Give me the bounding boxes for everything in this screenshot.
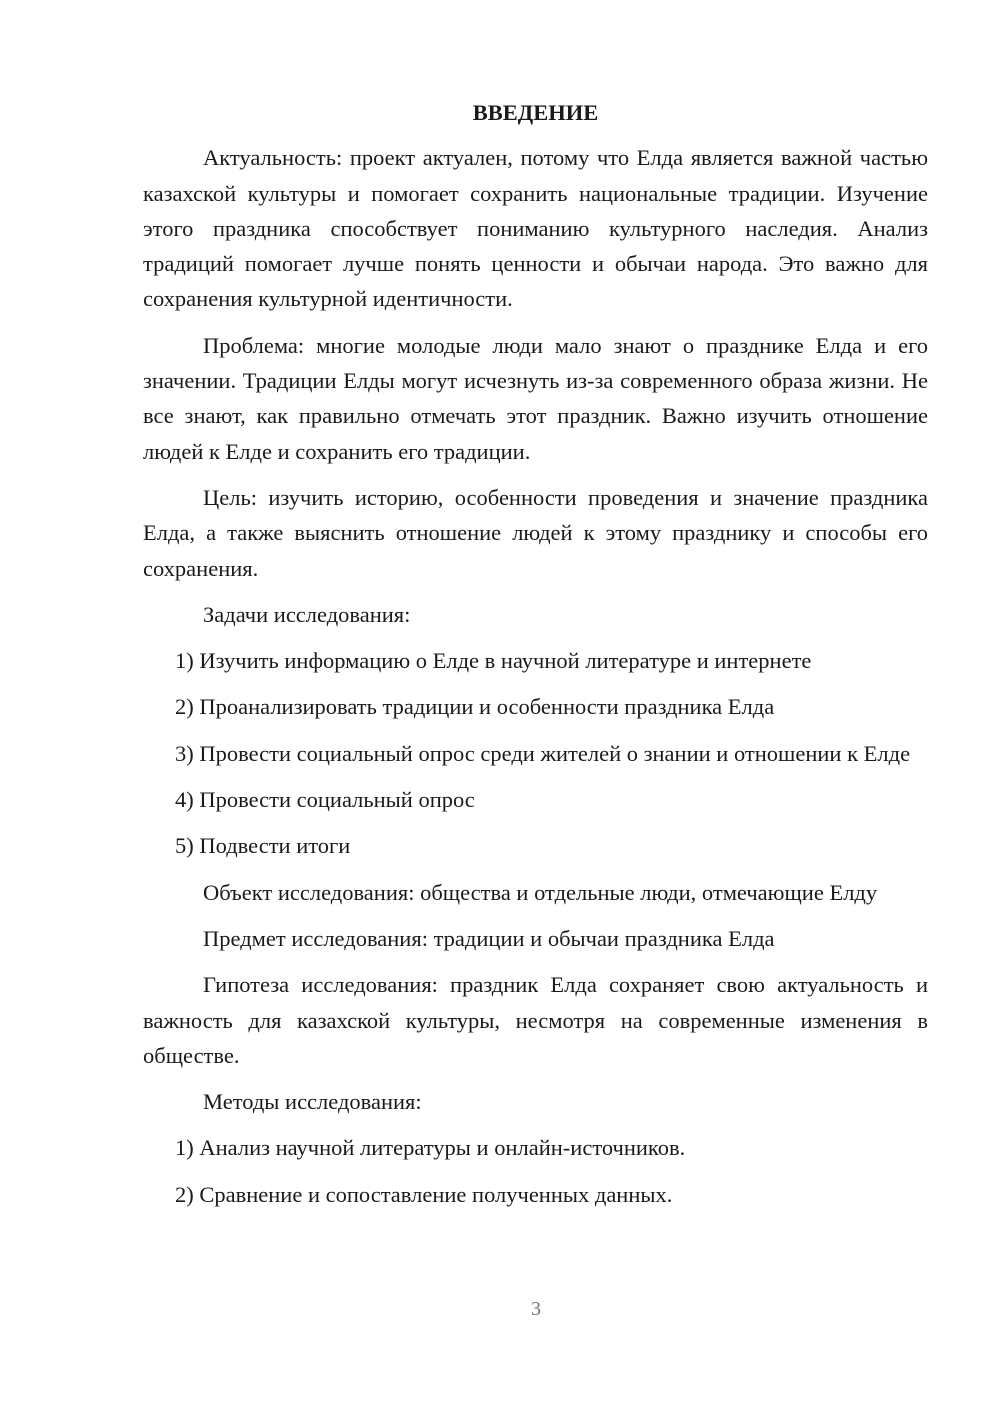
tasks-heading: Задачи исследования: bbox=[203, 601, 411, 627]
document-page bbox=[143, 95, 928, 1223]
relevance-paragraph: Актуальность: проект актуален, потому что Елда является важной частью казахской культуры и помогает сохранить национальные традиции. Изучение этого праздника способствует пониманию культурного наследия. Анализ традиций помогает лучше понять ценности и обычаи народа. Это важно для сохранения культурной идентичности. bbox=[143, 145, 928, 312]
task-item: 3) Провести социальный опрос среди жителей о знании и отношении к Елде bbox=[175, 740, 911, 766]
page-title: ВВЕДЕНИЕ bbox=[472, 100, 599, 125]
method-item: 2) Сравнение и сопоставление полученных данных. bbox=[175, 1181, 673, 1207]
subject-paragraph: Предмет исследования: традиции и обычаи праздника Елда bbox=[203, 925, 775, 951]
object-paragraph: Объект исследования: общества и отдельные люди, отмечающие Елду bbox=[203, 879, 878, 905]
task-item: 1) Изучить информацию о Елде в научной литературе и интернете bbox=[175, 648, 812, 674]
task-item: 2) Проанализировать традиции и особенности праздника Елда bbox=[175, 694, 775, 720]
page-number: 3 bbox=[531, 1298, 541, 1320]
methods-heading: Методы исследования: bbox=[203, 1089, 422, 1115]
hypothesis-paragraph: Гипотеза исследования: праздник Елда сохраняет свою актуальность и важность для казахской культуры, несмотря на современные изменения в обществе. bbox=[143, 972, 928, 1068]
goal-paragraph: Цель: изучить историю, особенности проведения и значение праздника Елда, а также выяснить отношение людей к этому празднику и способы его сохранения. bbox=[143, 484, 928, 581]
task-item: 5) Подвести итоги bbox=[175, 833, 351, 859]
problem-paragraph: Проблема: многие молодые люди мало знают о празднике Елда и его значении. Традиции Елды могут исчезнуть из-за современного образа жизни. Не все знают, как правильно отмечать этот праздник. Важно изучить отношение людей к Елде и сохранить его традиции. bbox=[143, 332, 928, 464]
task-item: 4) Провести социальный опрос bbox=[175, 787, 475, 813]
method-item: 1) Анализ научной литературы и онлайн-источников. bbox=[175, 1135, 686, 1161]
